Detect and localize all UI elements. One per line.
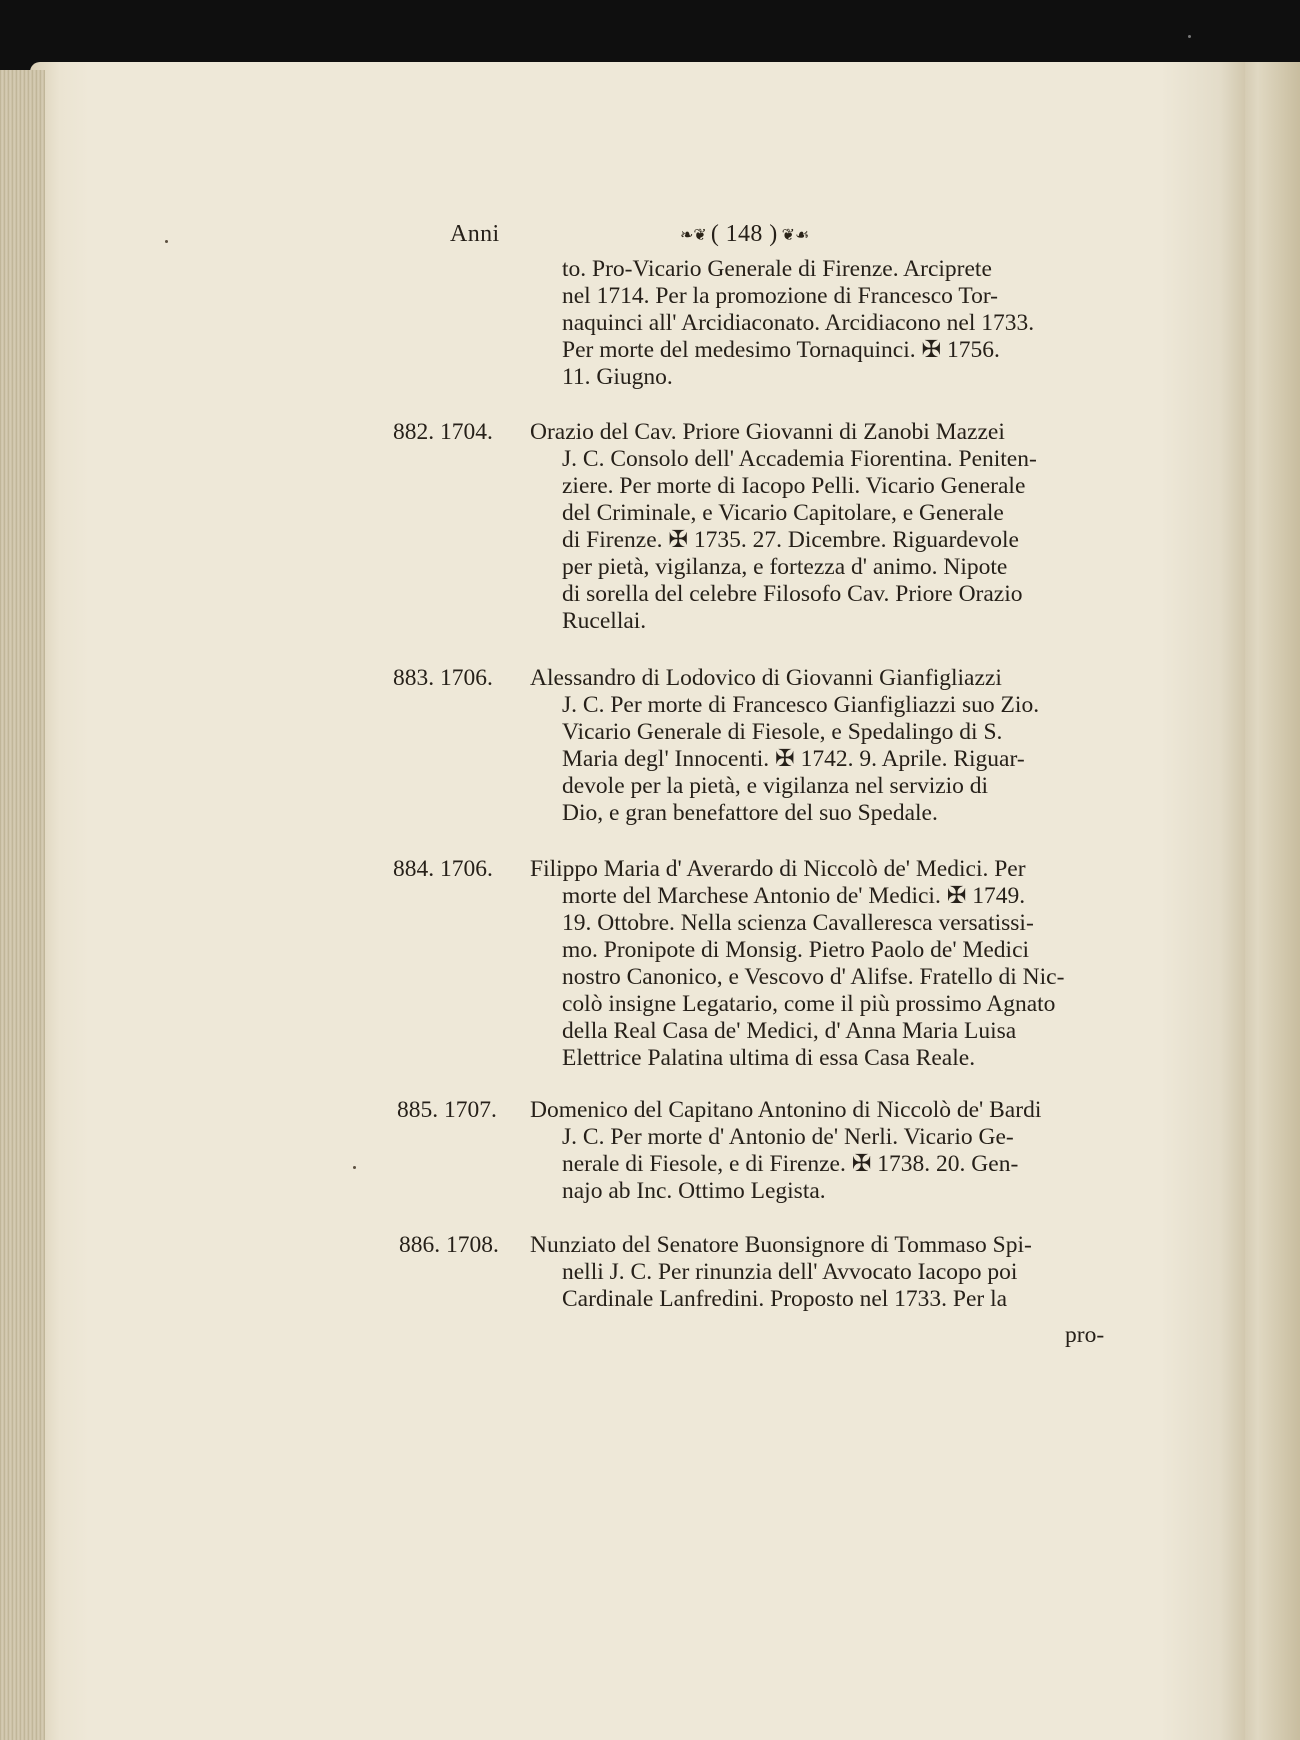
right-ornament-icon: ❦☙ [781, 226, 810, 244]
text-line: J. C. Consolo dell' Accademia Fiorentina. Peniten- [562, 446, 1037, 472]
text-line: devole per la pietà, e vigilanza nel servizio di [562, 773, 989, 799]
text-line: di sorella del celebre Filosofo Cav. Priore Orazio [562, 581, 1023, 607]
text-line: Domenico del Capitano Antonino di Niccolò de' Bardi [530, 1097, 1042, 1123]
text-line: nostro Canonico, e Vescovo d' Alifse. Fratello di Nic- [562, 964, 1065, 990]
text-line: colò insigne Legatario, come il più prossimo Agnato [562, 991, 1056, 1017]
text-line: Dio, e gran benefattore del suo Spedale. [562, 800, 938, 826]
text-line: per pietà, vigilanza, e fortezza d' animo. Nipote [562, 554, 1008, 580]
text-line: 11. Giugno. [562, 364, 673, 390]
entry-number: 882. 1704. [393, 419, 493, 445]
text-line: Alessandro di Lodovico di Giovanni Gianfigliazzi [530, 665, 1002, 691]
text-line: naquinci all' Arcidiaconato. Arcidiacono nel 1733. [562, 310, 1035, 336]
text-line: ziere. Per morte di Iacopo Pelli. Vicario Generale [562, 473, 1026, 499]
text-line: Nunziato del Senatore Buonsignore di Tommaso Spi- [530, 1232, 1032, 1258]
page-number: ( 148 ) [710, 221, 778, 247]
left-ornament-icon: ❧❦ [680, 226, 707, 244]
entry-number: 886. 1708. [399, 1232, 499, 1258]
text-line: del Criminale, e Vicario Capitolare, e Generale [562, 500, 1004, 526]
text-line: Cardinale Lanfredini. Proposto nel 1733. Per la [562, 1286, 1008, 1312]
text-line: Rucellai. [562, 608, 647, 634]
text-line: nel 1714. Per la promozione di Francesco Tor- [562, 283, 999, 309]
text-line: J. C. Per morte d' Antonio de' Nerli. Vicario Ge- [562, 1124, 1014, 1150]
text-line: Vicario Generale di Fiesole, e Spedalingo di S. [562, 719, 1003, 745]
entry-number: 883. 1706. [393, 665, 493, 691]
text-line: najo ab Inc. Ottimo Legista. [562, 1178, 826, 1204]
text-line: 19. Ottobre. Nella scienza Cavalleresca versatissi- [562, 910, 1034, 936]
text-line: nerale di Fiesole, e di Firenze. ✠ 1738. 20. Gen- [562, 1151, 1019, 1177]
page-number-header [680, 221, 880, 248]
text-line: Orazio del Cav. Priore Giovanni di Zanobi Mazzei [530, 419, 1005, 445]
text-line: Elettrice Palatina ultima di essa Casa Reale. [562, 1045, 976, 1071]
entry-number: 884. 1706. [393, 856, 493, 882]
text-line: della Real Casa de' Medici, d' Anna Maria Luisa [562, 1018, 1017, 1044]
catchword: pro- [1065, 1322, 1105, 1348]
entry-number: 885. 1707. [397, 1097, 497, 1123]
text-line: nelli J. C. Per rinunzia dell' Avvocato Iacopo poi [562, 1259, 1018, 1285]
page-stack-edge [0, 70, 45, 1740]
text-line: Filippo Maria d' Averardo di Niccolò de' Medici. Per [530, 856, 1026, 882]
paper-speck [1188, 35, 1191, 38]
text-line: Per morte del medesimo Tornaquinci. ✠ 1756. [562, 337, 1000, 363]
text-line: morte del Marchese Antonio de' Medici. ✠ 1749. [562, 883, 1026, 909]
text-line: J. C. Per morte di Francesco Gianfigliazzi suo Zio. [562, 692, 1040, 718]
paper-speck [165, 240, 168, 243]
text-line: di Firenze. ✠ 1735. 27. Dicembre. Riguardevole [562, 527, 1019, 553]
text-line: mo. Pronipote di Monsig. Pietro Paolo de' Medici [562, 937, 1030, 963]
text-line: Maria degl' Innocenti. ✠ 1742. 9. Aprile. Riguar- [562, 746, 1025, 772]
text-line: to. Pro-Vicario Generale di Firenze. Arciprete [562, 256, 992, 282]
paper-speck [353, 1166, 356, 1169]
running-head: Anni [450, 221, 500, 247]
